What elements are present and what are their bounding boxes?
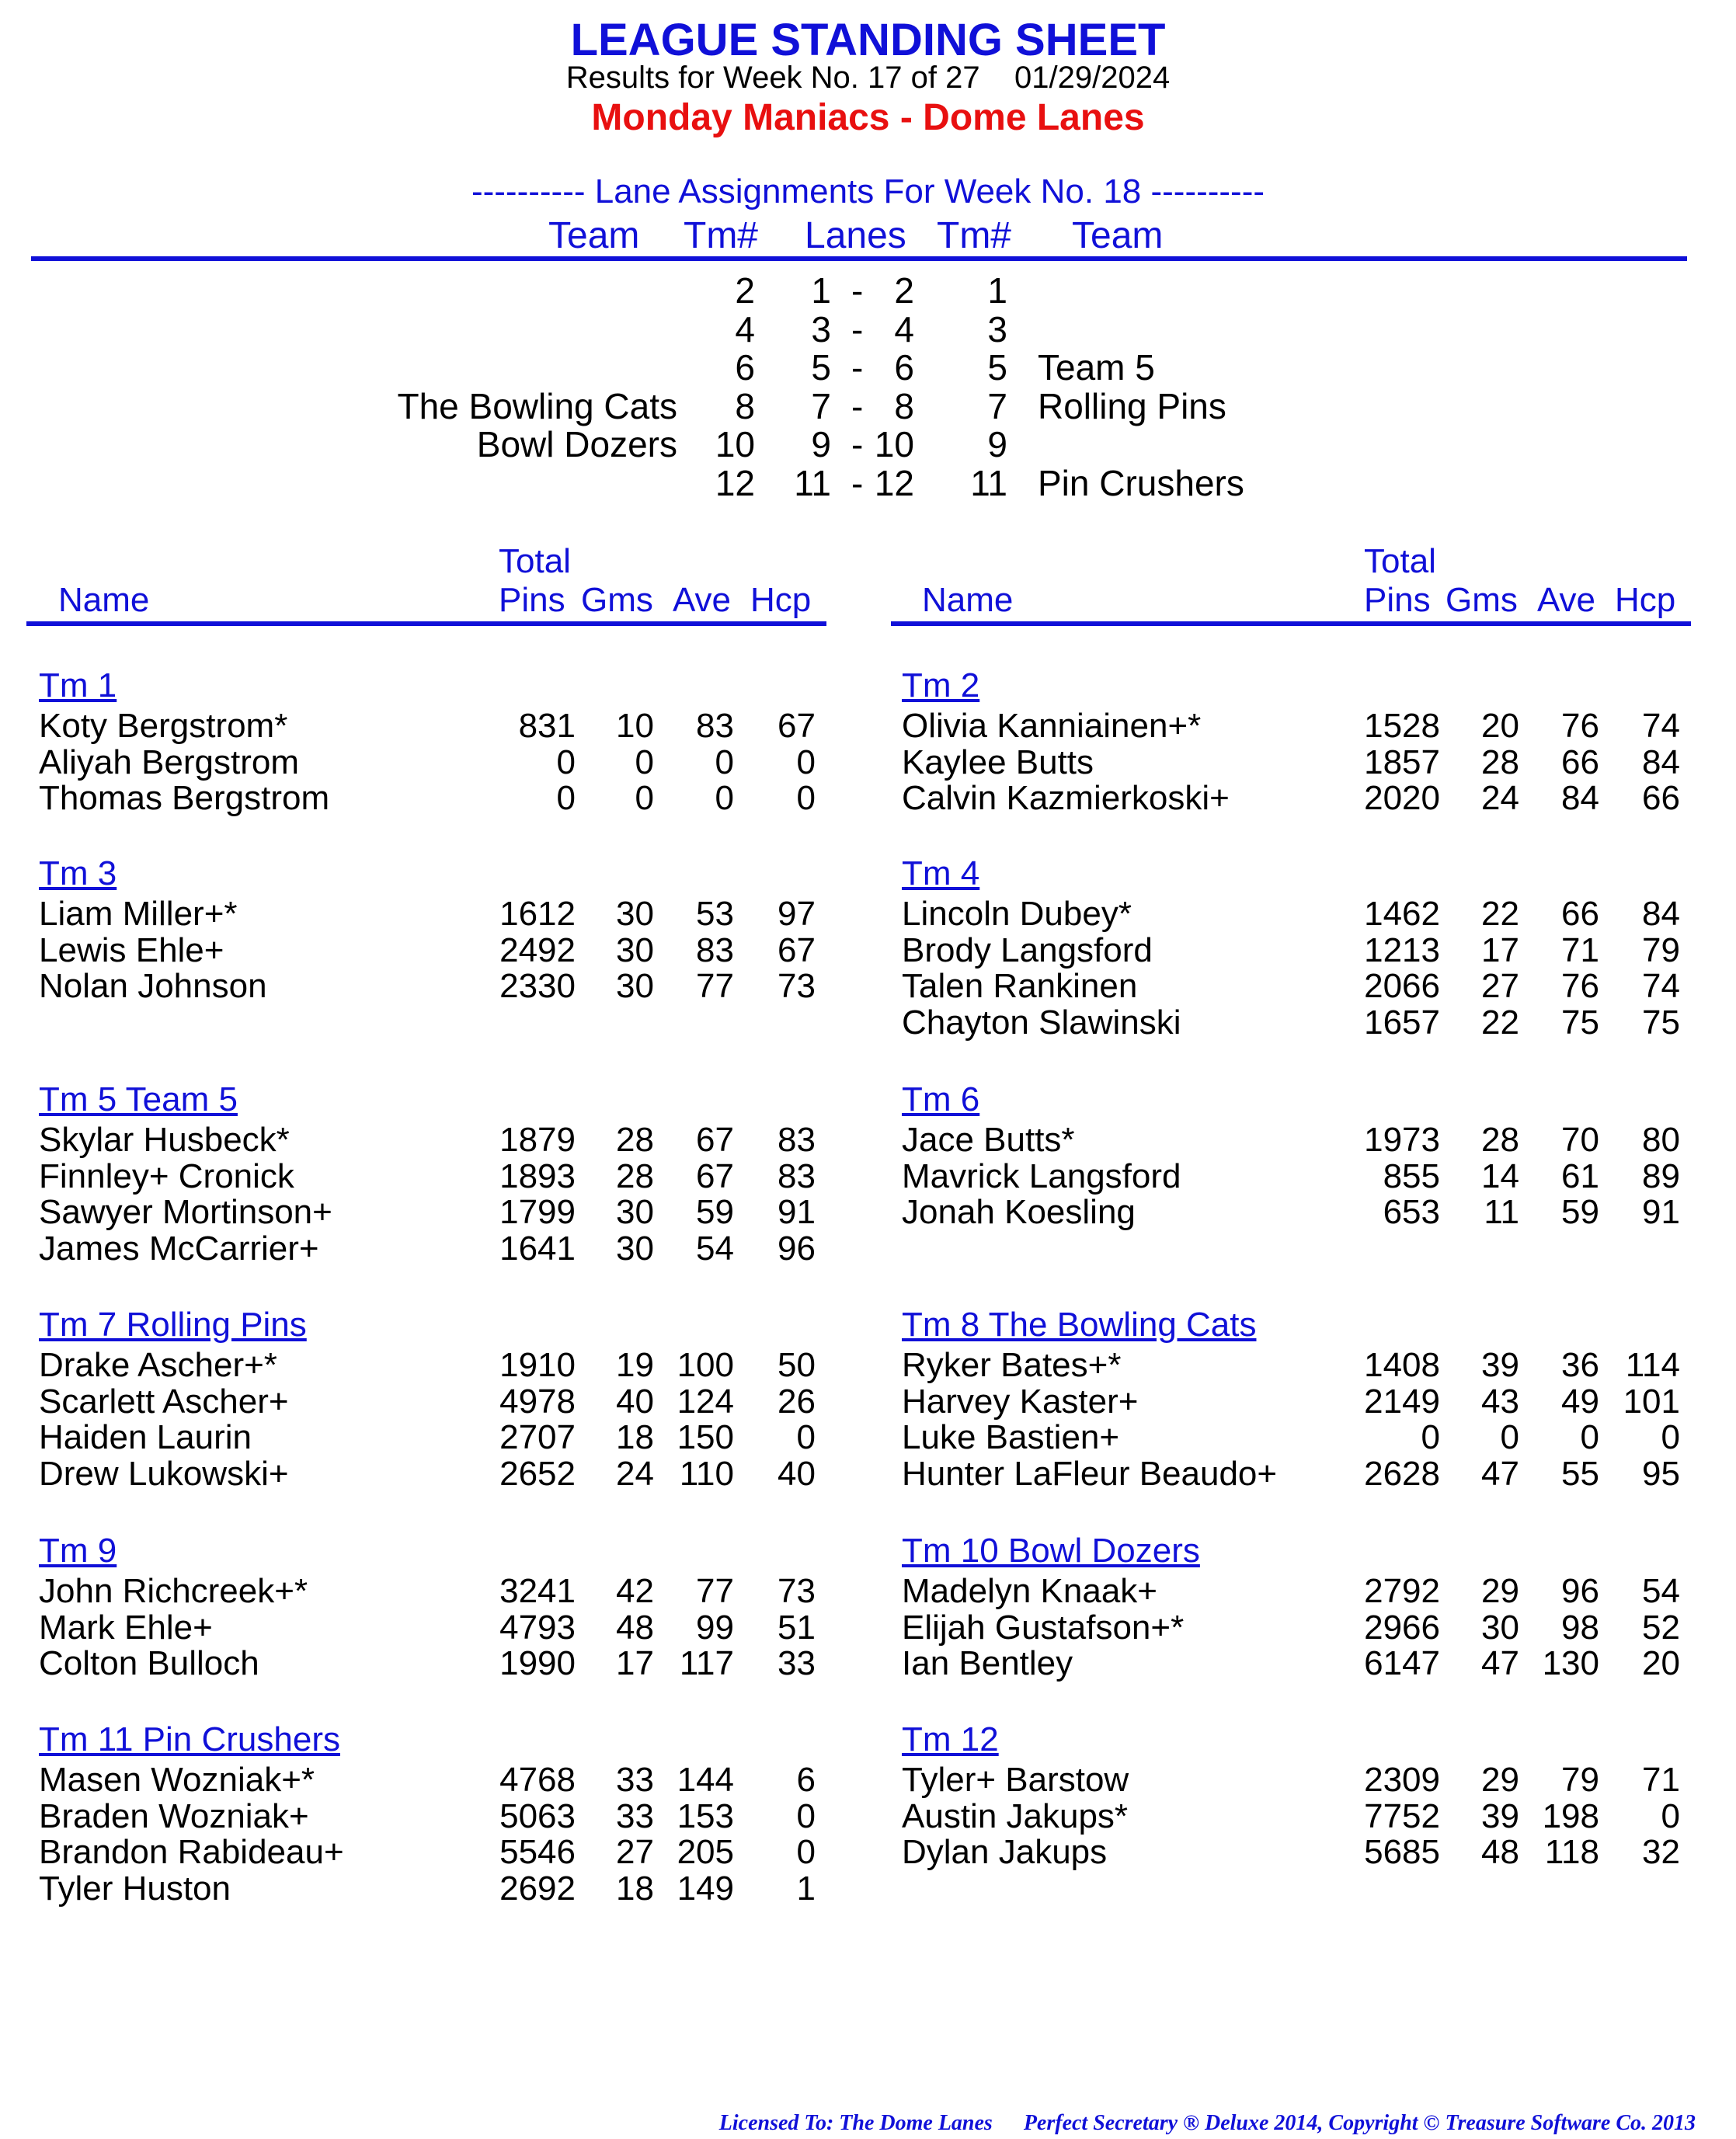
player-games: 22: [1481, 1003, 1519, 1042]
player-name: Haiden Laurin: [39, 1418, 252, 1456]
player-handicap: 71: [1642, 1761, 1680, 1799]
player-games: 24: [616, 1454, 654, 1493]
lane-number-b: 2: [894, 270, 914, 311]
footer: [688, 2111, 1696, 2136]
player-average: 150: [677, 1418, 734, 1456]
player-name: Ian Bentley: [902, 1644, 1073, 1682]
player-games: 43: [1481, 1382, 1519, 1421]
lane-left-tm: 4: [735, 308, 755, 350]
player-average: 144: [677, 1761, 734, 1799]
team-link[interactable]: Tm 1: [39, 666, 117, 704]
player-games: 47: [1481, 1454, 1519, 1493]
player-games: 30: [616, 1193, 654, 1231]
page-title: LEAGUE STANDING SHEET: [570, 15, 1166, 65]
player-handicap: 74: [1642, 707, 1680, 745]
player-name: Nolan Johnson: [39, 967, 267, 1005]
player-average: 55: [1561, 1454, 1599, 1493]
player-average: 76: [1561, 967, 1599, 1005]
team-link[interactable]: Tm 6: [902, 1080, 980, 1118]
player-pins: 5546: [499, 1833, 576, 1871]
player-games: 27: [1481, 967, 1519, 1005]
lane-right-team: Pin Crushers: [1038, 462, 1244, 503]
player-pins: 1857: [1364, 743, 1440, 781]
player-handicap: 80: [1642, 1121, 1680, 1159]
player-average: 117: [679, 1644, 734, 1682]
player-handicap: 96: [778, 1229, 816, 1268]
player-average: 36: [1561, 1346, 1599, 1384]
lane-number-a: 7: [811, 385, 831, 426]
player-average: 49: [1561, 1382, 1599, 1421]
team-link[interactable]: Tm 11 Pin Crushers: [39, 1720, 340, 1758]
player-name: Scarlett Ascher+: [39, 1382, 289, 1421]
player-games: 20: [1481, 707, 1519, 745]
lane-number-b: 8: [894, 385, 914, 426]
lane-header-rule: [31, 256, 1687, 261]
player-pins: 1893: [499, 1156, 576, 1195]
lane-right-tm: 5: [987, 347, 1007, 388]
lane-number-b: 4: [894, 308, 914, 350]
player-pins: 2792: [1364, 1572, 1440, 1610]
player-average: 70: [1561, 1121, 1599, 1159]
lane-left-tm: 6: [735, 347, 755, 388]
player-pins: 2707: [499, 1418, 576, 1456]
player-average: 149: [677, 1869, 734, 1908]
player-name: Dylan Jakups: [902, 1833, 1108, 1871]
player-handicap: 26: [778, 1382, 816, 1421]
lane-dash: -: [851, 385, 864, 426]
player-handicap: 6: [796, 1761, 816, 1799]
player-pins: 1462: [1364, 895, 1440, 933]
player-games: 39: [1481, 1346, 1519, 1384]
total-header: Total: [1364, 542, 1436, 580]
player-handicap: 74: [1642, 967, 1680, 1005]
team-link[interactable]: Tm 4: [902, 854, 980, 892]
player-average: 59: [1561, 1193, 1599, 1231]
roster-header-rule: [891, 621, 1691, 626]
player-average: 96: [1561, 1572, 1599, 1610]
player-pins: 2149: [1364, 1382, 1440, 1421]
lane-right-tm: 7: [987, 385, 1007, 426]
player-pins: 5685: [1364, 1833, 1440, 1871]
player-handicap: 33: [778, 1644, 816, 1682]
player-handicap: 40: [778, 1454, 816, 1493]
pins-header: Pins: [499, 581, 565, 619]
player-name: Luke Bastien+: [902, 1418, 1120, 1456]
lane-number-b: 12: [874, 462, 914, 503]
team-link[interactable]: Tm 5 Team 5: [39, 1080, 238, 1118]
player-games: 28: [1481, 1121, 1519, 1159]
average-header: Ave: [1537, 581, 1596, 619]
player-name: Olivia Kanniainen+*: [902, 707, 1202, 745]
lane-dash: -: [851, 270, 864, 311]
player-average: 54: [696, 1229, 734, 1268]
player-pins: 1973: [1364, 1121, 1440, 1159]
player-name: Jace Butts*: [902, 1121, 1075, 1159]
team-link[interactable]: Tm 12: [902, 1720, 999, 1758]
handicap-header: Hcp: [1615, 581, 1676, 619]
player-name: Elijah Gustafson+*: [902, 1608, 1185, 1647]
player-handicap: 50: [778, 1346, 816, 1384]
player-average: 99: [696, 1608, 734, 1647]
player-average: 124: [677, 1382, 734, 1421]
lane-left-tm: 8: [735, 385, 755, 426]
player-pins: 2628: [1364, 1454, 1440, 1493]
lane-number-a: 9: [811, 424, 831, 464]
lane-right-team: Rolling Pins: [1038, 385, 1226, 426]
player-games: 47: [1481, 1644, 1519, 1682]
player-average: 0: [715, 743, 734, 781]
team-link[interactable]: Tm 3: [39, 854, 117, 892]
player-pins: 5063: [499, 1796, 576, 1835]
team-link[interactable]: Tm 8 The Bowling Cats: [902, 1306, 1257, 1344]
lane-right-team: Team 5: [1038, 347, 1155, 388]
lane-dash: -: [851, 308, 864, 350]
lane-left-tm: 12: [715, 462, 755, 503]
lane-number-a: 3: [811, 308, 831, 350]
player-games: 28: [616, 1121, 654, 1159]
player-handicap: 84: [1642, 743, 1680, 781]
games-header: Gms: [1446, 581, 1518, 619]
player-name: Hunter LaFleur Beaudo+: [902, 1454, 1278, 1493]
player-average: 153: [677, 1796, 734, 1835]
player-average: 66: [1561, 895, 1599, 933]
player-pins: 4793: [499, 1608, 576, 1647]
player-pins: 2309: [1364, 1761, 1440, 1799]
player-games: 39: [1481, 1796, 1519, 1835]
player-handicap: 0: [1661, 1418, 1680, 1456]
player-average: 79: [1561, 1761, 1599, 1799]
name-header: Name: [922, 581, 1014, 619]
lane-col-tm-right: Tm#: [937, 215, 1011, 256]
player-pins: 1799: [499, 1193, 576, 1231]
player-pins: 1641: [499, 1229, 576, 1268]
player-pins: 3241: [499, 1572, 576, 1610]
player-handicap: 79: [1642, 930, 1680, 969]
lane-number-b: 10: [874, 424, 914, 464]
player-pins: 4768: [499, 1761, 576, 1799]
player-name: Tyler+ Barstow: [902, 1761, 1129, 1799]
player-average: 84: [1561, 779, 1599, 817]
player-name: Braden Wozniak+: [39, 1796, 309, 1835]
player-handicap: 0: [796, 1796, 816, 1835]
player-games: 0: [635, 779, 654, 817]
player-handicap: 91: [1642, 1193, 1680, 1231]
player-games: 24: [1481, 779, 1519, 817]
player-handicap: 91: [778, 1193, 816, 1231]
league-name: Monday Maniacs - Dome Lanes: [591, 97, 1145, 138]
player-pins: 2020: [1364, 779, 1440, 817]
lane-dash: -: [851, 424, 864, 464]
lane-right-tm: 9: [987, 424, 1007, 464]
average-header: Ave: [673, 581, 732, 619]
player-average: 0: [715, 779, 734, 817]
player-games: 42: [616, 1572, 654, 1610]
player-games: 28: [616, 1156, 654, 1195]
player-pins: 1213: [1364, 930, 1440, 969]
player-pins: 4978: [499, 1382, 576, 1421]
player-average: 67: [696, 1156, 734, 1195]
player-average: 61: [1561, 1156, 1599, 1195]
player-games: 30: [616, 1229, 654, 1268]
player-name: Sawyer Mortinson+: [39, 1193, 332, 1231]
player-pins: 855: [1383, 1156, 1440, 1195]
player-handicap: 83: [778, 1121, 816, 1159]
player-games: 18: [616, 1869, 654, 1908]
player-name: Brody Langsford: [902, 930, 1153, 969]
player-handicap: 83: [778, 1156, 816, 1195]
player-average: 77: [696, 1572, 734, 1610]
player-handicap: 95: [1642, 1454, 1680, 1493]
player-pins: 7752: [1364, 1796, 1440, 1835]
lane-col-team-left: Team: [548, 215, 640, 256]
player-pins: 1910: [499, 1346, 576, 1384]
footer-licensed: Licensed To: The Dome Lanes: [718, 2111, 993, 2135]
player-pins: 653: [1383, 1193, 1440, 1231]
player-games: 27: [616, 1833, 654, 1871]
player-name: Austin Jakups*: [902, 1796, 1129, 1835]
lane-number-a: 11: [794, 462, 831, 503]
player-handicap: 1: [796, 1869, 816, 1908]
player-games: 28: [1481, 743, 1519, 781]
player-name: John Richcreek+*: [39, 1572, 308, 1610]
handicap-header: Hcp: [750, 581, 812, 619]
player-name: Tyler Huston: [39, 1869, 231, 1908]
player-games: 48: [1481, 1833, 1519, 1871]
player-name: Mavrick Langsford: [902, 1156, 1181, 1195]
player-handicap: 0: [796, 1418, 816, 1456]
player-name: Madelyn Knaak+: [902, 1572, 1157, 1610]
player-name: Harvey Kaster+: [902, 1382, 1139, 1421]
player-handicap: 75: [1642, 1003, 1680, 1042]
lane-left-team: Bowl Dozers: [476, 424, 677, 464]
player-games: 17: [1481, 930, 1519, 969]
results-subtitle: Results for Week No. 17 of 27 01/29/2024: [565, 61, 1171, 95]
player-pins: 2066: [1364, 967, 1440, 1005]
player-name: Jonah Koesling: [902, 1193, 1136, 1231]
player-average: 59: [696, 1193, 734, 1231]
player-name: Koty Bergstrom*: [39, 707, 288, 745]
player-games: 40: [616, 1382, 654, 1421]
lane-assignments-heading: ---------- Lane Assignments For Week No. 18 ----------: [471, 172, 1265, 210]
player-average: 118: [1544, 1833, 1599, 1871]
lane-dash: -: [851, 347, 864, 388]
player-average: 66: [1561, 743, 1599, 781]
player-average: 77: [696, 967, 734, 1005]
player-name: Mark Ehle+: [39, 1608, 213, 1647]
lane-dash: -: [851, 462, 864, 503]
player-average: 198: [1542, 1796, 1599, 1835]
player-name: Finnley+ Cronick: [39, 1156, 294, 1195]
player-name: Liam Miller+*: [39, 895, 238, 933]
player-handicap: 73: [778, 967, 816, 1005]
player-handicap: 84: [1642, 895, 1680, 933]
team-link[interactable]: Tm 7 Rolling Pins: [39, 1306, 307, 1344]
player-games: 30: [616, 895, 654, 933]
lane-right-tm: 1: [987, 270, 1007, 311]
lane-left-tm: 10: [715, 424, 755, 464]
player-name: Kaylee Butts: [902, 743, 1094, 781]
player-games: 17: [616, 1644, 654, 1682]
player-name: Colton Bulloch: [39, 1644, 259, 1682]
lane-number-b: 6: [894, 347, 914, 388]
player-pins: 1657: [1364, 1003, 1440, 1042]
footer-copyright: Perfect Secretary ® Deluxe 2014, Copyright © Treasure Software Co. 2013: [1023, 2111, 1696, 2135]
player-pins: 1990: [499, 1644, 576, 1682]
player-handicap: 67: [778, 707, 816, 745]
player-name: Talen Rankinen: [902, 967, 1138, 1005]
player-pins: 6147: [1364, 1644, 1440, 1682]
player-name: Skylar Husbeck*: [39, 1121, 290, 1159]
player-games: 33: [616, 1761, 654, 1799]
player-handicap: 52: [1642, 1608, 1680, 1647]
player-games: 18: [616, 1418, 654, 1456]
player-games: 48: [616, 1608, 654, 1647]
player-name: Calvin Kazmierkoski+: [902, 779, 1230, 817]
player-games: 0: [1500, 1418, 1519, 1456]
player-name: Drake Ascher+*: [39, 1346, 277, 1384]
player-pins: 2652: [499, 1454, 576, 1493]
player-average: 83: [696, 707, 734, 745]
player-handicap: 89: [1642, 1156, 1680, 1195]
player-handicap: 0: [796, 1833, 816, 1871]
player-name: Drew Lukowski+: [39, 1454, 289, 1493]
player-pins: 1528: [1364, 707, 1440, 745]
lane-right-tm: 3: [987, 308, 1007, 350]
player-games: 19: [616, 1346, 654, 1384]
pins-header: Pins: [1364, 581, 1431, 619]
player-games: 29: [1481, 1572, 1519, 1610]
player-average: 98: [1561, 1608, 1599, 1647]
player-name: Masen Wozniak+*: [39, 1761, 315, 1799]
player-name: Ryker Bates+*: [902, 1346, 1122, 1384]
player-handicap: 20: [1642, 1644, 1680, 1682]
player-average: 83: [696, 930, 734, 969]
player-name: Chayton Slawinski: [902, 1003, 1181, 1042]
player-pins: 2966: [1364, 1608, 1440, 1647]
player-handicap: 114: [1625, 1346, 1680, 1384]
lane-col-lanes: Lanes: [805, 215, 906, 256]
player-games: 29: [1481, 1761, 1519, 1799]
player-average: 110: [679, 1454, 734, 1493]
player-handicap: 66: [1642, 779, 1680, 817]
team-link[interactable]: Tm 9: [39, 1532, 117, 1570]
player-handicap: 73: [778, 1572, 816, 1610]
player-games: 14: [1481, 1156, 1519, 1195]
player-handicap: 0: [1661, 1796, 1680, 1835]
player-handicap: 101: [1623, 1382, 1680, 1421]
player-handicap: 51: [778, 1608, 816, 1647]
player-average: 71: [1561, 930, 1599, 969]
player-pins: 1612: [499, 895, 576, 933]
player-games: 30: [616, 967, 654, 1005]
player-games: 30: [616, 930, 654, 969]
player-pins: 1408: [1364, 1346, 1440, 1384]
roster-header-rule: [26, 621, 826, 626]
lane-col-tm-left: Tm#: [684, 215, 758, 256]
player-pins: 0: [556, 779, 576, 817]
player-games: 22: [1481, 895, 1519, 933]
lane-left-team: The Bowling Cats: [397, 385, 677, 426]
player-average: 205: [677, 1833, 734, 1871]
player-games: 11: [1484, 1193, 1519, 1231]
player-pins: 0: [1421, 1418, 1440, 1456]
lane-number-a: 5: [811, 347, 831, 388]
player-pins: 831: [518, 707, 576, 745]
player-pins: 2330: [499, 967, 576, 1005]
lane-col-team-right: Team: [1072, 215, 1164, 256]
player-games: 33: [616, 1796, 654, 1835]
player-average: 0: [1580, 1418, 1599, 1456]
player-name: Lincoln Dubey*: [902, 895, 1132, 933]
player-name: James McCarrier+: [39, 1229, 319, 1268]
player-pins: 2692: [499, 1869, 576, 1908]
player-name: Thomas Bergstrom: [39, 779, 330, 817]
player-games: 10: [616, 707, 654, 745]
team-link[interactable]: Tm 2: [902, 666, 980, 704]
player-average: 53: [696, 895, 734, 933]
player-average: 130: [1542, 1644, 1599, 1682]
player-handicap: 0: [796, 743, 816, 781]
name-header: Name: [58, 581, 150, 619]
player-handicap: 97: [778, 895, 816, 933]
games-header: Gms: [581, 581, 653, 619]
lane-right-tm: 11: [970, 462, 1007, 503]
player-pins: 2492: [499, 930, 576, 969]
player-name: Aliyah Bergstrom: [39, 743, 300, 781]
lane-left-tm: 2: [735, 270, 755, 311]
player-handicap: 0: [796, 779, 816, 817]
player-handicap: 67: [778, 930, 816, 969]
lane-number-a: 1: [811, 270, 831, 311]
player-handicap: 32: [1642, 1833, 1680, 1871]
player-games: 30: [1481, 1608, 1519, 1647]
player-name: Brandon Rabideau+: [39, 1833, 344, 1871]
player-handicap: 54: [1642, 1572, 1680, 1610]
player-average: 67: [696, 1121, 734, 1159]
total-header: Total: [499, 542, 571, 580]
player-name: Lewis Ehle+: [39, 930, 224, 969]
player-pins: 0: [556, 743, 576, 781]
player-pins: 1879: [499, 1121, 576, 1159]
player-games: 0: [635, 743, 654, 781]
player-average: 75: [1561, 1003, 1599, 1042]
player-average: 100: [677, 1346, 734, 1384]
player-average: 76: [1561, 707, 1599, 745]
team-link[interactable]: Tm 10 Bowl Dozers: [902, 1532, 1200, 1570]
